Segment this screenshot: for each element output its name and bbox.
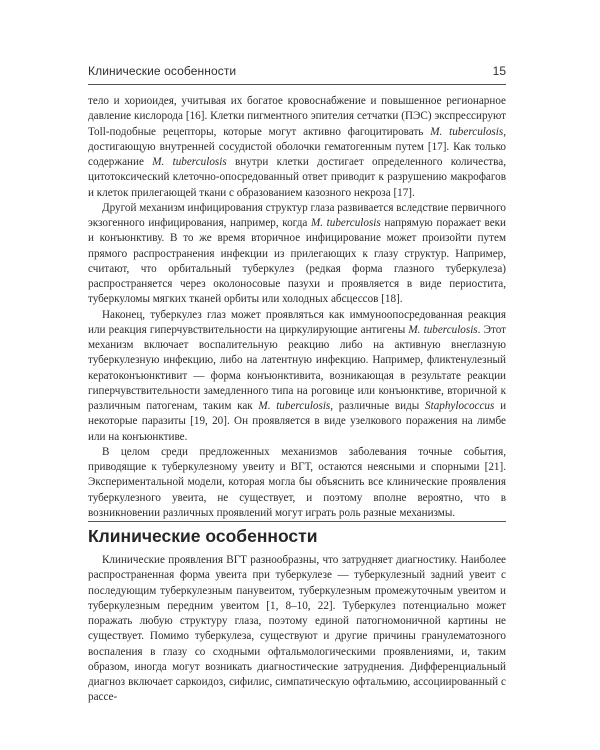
text-run: напрямую поражает веки и конъюнктиву. В то же время вторичное инфицирование может произойти путем прямого распространения инфекции из прилегающих к глазу структур. Например, считают, что орбитальный туберкулез (редкая форма глазного туберкулеза) распространяется через околоносовые пазухи и проявляется в виде периостита, туберкуломы мягких тканей орбиты или холодных абсцессов [18]. [88, 217, 507, 306]
paragraph [88, 201, 506, 308]
italic-term: Staphylococcus [425, 400, 495, 412]
running-head-title: Клинические особенности [88, 64, 237, 78]
text-run: . Этот механизм включает воспалительную реакцию либо на активную внеглазную туберкулезную инфекцию, либо на латентную инфекцию. Например, фликтенулезный кератоконъюнктивит — форма конъюнктивита, возникающая в результате реакции гиперчувствительности замедленного типа на роговице или конъюнктиве, вторичной к различным патогенам, таким как [88, 323, 506, 412]
text-run: , достигающую внутренней сосудистой оболочки гематогенным путем [17]. Как только содержание [88, 125, 506, 168]
main-text [88, 94, 506, 521]
paragraph [88, 553, 506, 706]
italic-term: M. tuberculosis [430, 125, 504, 138]
italic-term: M. tuberculosis [408, 323, 478, 336]
paragraph [88, 445, 506, 521]
text-run: Наконец, туберкулез глаз может проявляться как иммуноопосредованная реакция или реакция гиперчувствительности на циркулирующие антигены [88, 308, 506, 336]
text-run: Другой механизм инфицирования структур глаза развивается вследствие первичного экзогенного инфицирования, например, когда [88, 201, 506, 229]
page-number: 15 [492, 64, 506, 78]
text-run: В целом среди предложенных механизмов заболевания точные события, приводящие к туберкулезному увеиту и ВГТ, остаются неясными и спорными [21]. Экспериментальной модели, которая могла бы объяснить все клинические проявления туберкулезного увеита, не существует, и поэтому вполне вероятно, что в возникновении различных проявлений могут играть роль разные механизмы. [88, 445, 506, 519]
running-head [88, 64, 506, 82]
italic-term: M. tuberculosis [258, 400, 331, 412]
paragraph [88, 308, 506, 445]
text-run: , различные виды [330, 400, 426, 412]
text-run: Клинические проявления ВГТ разнообразны, что затрудняет диагностику. Наиболее распространенная форма увеита при туберкулезе — туберкулезный задний увеит с последующим туберкулезным панувеитом, туберкулезным промежуточным увеитом и туберкулезным передним увеитом [1, 8–10, 22]. Туберкулез потенциально может поражать любую структуру глаза, поэтому единой патогномоничной картины не существует. Помимо туберкулеза, существуют и другие причины гранулематозного воспаления в глазу со сходными офтальмологическими проявлениями, и, таким образом, иногда могут возникать диагностические затруднения. Дифференциальный диагноз включает саркоидоз, сифилис, симпатическую офтальмию, ассоциированный с рассе- [88, 554, 506, 704]
paragraph [88, 94, 506, 201]
section-divider [88, 521, 506, 522]
text-run: внутри клетки достигает определенного количества, цитотоксический клеточно-опосредованный ответ приводит к разрушению макрофагов и клеток прилегающей ткани с образованием казозного некроза [17]. [88, 156, 506, 199]
italic-term: M. tuberculosis [152, 156, 227, 168]
italic-term: M. tuberculosis [310, 217, 381, 229]
section-heading: Клинические особенности [88, 526, 318, 546]
section-text [88, 553, 506, 706]
text-run: тело и хориоидея, учитывая их богатое кровоснабжение и повышенное регионарное давление кислорода [16]. Клетки пигментного эпителия сетчатки (ПЭС) экспрессируют Toll-подобные рецепторы, которые могут активно фагоцитировать [88, 95, 506, 138]
header-divider [88, 84, 506, 85]
text-run: и некоторые паразиты [19, 20]. Он проявляется в виде узелкового поражения на лимбе или на конъюнктиве. [88, 400, 507, 443]
